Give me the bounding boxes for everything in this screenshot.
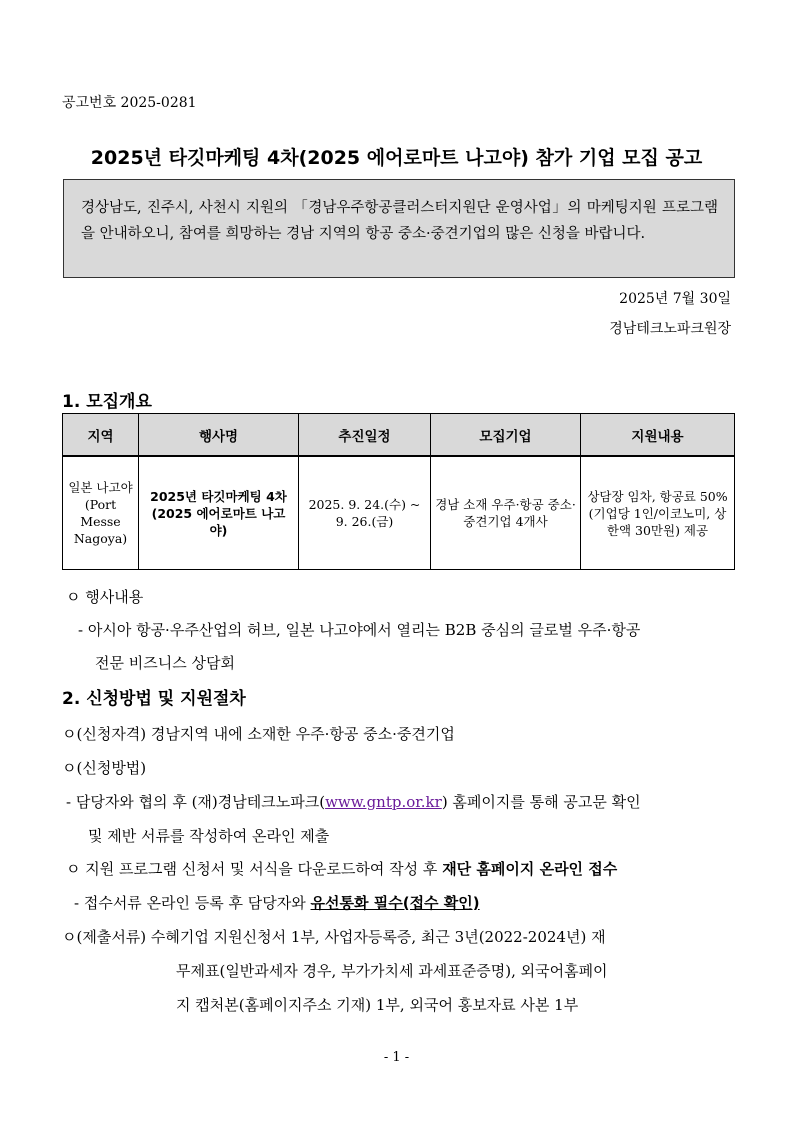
method-2	[66, 858, 617, 879]
recruitment-table	[62, 413, 735, 570]
section-2-title: 2. 신청방법 및 지원절차	[62, 689, 246, 709]
method-3	[74, 892, 480, 913]
method-label: ㅇ(신청방법)	[62, 759, 147, 777]
method-1-pre: - 담당자와 협의 후 (재)경남테크노파크(	[66, 793, 326, 811]
notice-number: 공고번호 2025-0281	[62, 95, 197, 111]
intro-box: 경상남도, 진주시, 사천시 지원의 「경남우주항공클러스터지원단 운영사업」의 마케팅지원 프로그램을 안내하오니, 참여를 희망하는 경남 지역의 항공 중소·중견기업의 많은 신청을 바랍니다.	[63, 179, 735, 278]
documents-2: 무제표(일반과세자 경우, 부가가치세 과세표준증명), 외국어홈페이	[176, 962, 608, 980]
cell-support: 상담장 임차, 항공료 50%(기업당 1인/이코노미, 상한액 30만원) 제공	[581, 456, 735, 570]
method-1-cont: 및 제반 서류를 작성하여 온라인 제출	[88, 827, 330, 845]
issuer: 경남테크노파크원장	[609, 321, 731, 337]
page-number: - 1 -	[383, 1050, 410, 1065]
table-row	[63, 456, 735, 570]
eligibility: ㅇ(신청자격) 경남지역 내에 소재한 우주·항공 중소·중견기업	[62, 725, 455, 743]
method-2-bold: 재단 홈페이지 온라인 접수	[442, 860, 618, 878]
gntp-website-link[interactable]: www.gntp.or.kr	[325, 793, 442, 811]
announcement-date: 2025년 7월 30일	[619, 291, 731, 307]
table-header-row	[63, 414, 735, 457]
header-companies: 모집기업	[431, 414, 581, 457]
method-3-pre: - 접수서류 온라인 등록 후 담당자와	[74, 894, 311, 912]
event-content-label: ㅇ 행사내용	[66, 588, 144, 606]
page-title: 2025년 타깃마케팅 4차(2025 에어로마트 나고야) 참가 기업 모집 공고	[90, 147, 703, 169]
header-region: 지역	[63, 414, 139, 457]
method-3-bold: 유선통화 필수(접수 확인)	[310, 894, 480, 912]
cell-event: 2025년 타깃마케팅 4차 (2025 에어로마트 나고야)	[139, 456, 299, 570]
header-support: 지원내용	[581, 414, 735, 457]
cell-region: 일본 나고야 (Port Messe Nagoya)	[63, 456, 139, 570]
header-schedule: 추진일정	[299, 414, 431, 457]
method-1-post: ) 홈페이지를 통해 공고문 확인	[441, 793, 641, 811]
header-event: 행사명	[139, 414, 299, 457]
section-1-title: 1. 모집개요	[62, 392, 152, 412]
method-1	[66, 791, 641, 812]
method-2-pre: ㅇ 지원 프로그램 신청서 및 서식을 다운로드하여 작성 후	[66, 860, 443, 878]
event-content-text: - 아시아 항공·우주산업의 허브, 일본 나고야에서 열리는 B2B 중심의 글로벌 우주·항공	[78, 621, 641, 639]
event-content-text-2: 전문 비즈니스 상담회	[95, 654, 235, 672]
cell-schedule: 2025. 9. 24.(수) ~ 9. 26.(금)	[299, 456, 431, 570]
cell-companies: 경남 소재 우주·항공 중소·중견기업 4개사	[431, 456, 581, 570]
documents-1: ㅇ(제출서류) 수혜기업 지원신청서 1부, 사업자등록증, 최근 3년(2022-2024년) 재	[62, 928, 606, 946]
documents-3: 지 캡처본(홈페이지주소 기재) 1부, 외국어 홍보자료 사본 1부	[176, 996, 579, 1014]
